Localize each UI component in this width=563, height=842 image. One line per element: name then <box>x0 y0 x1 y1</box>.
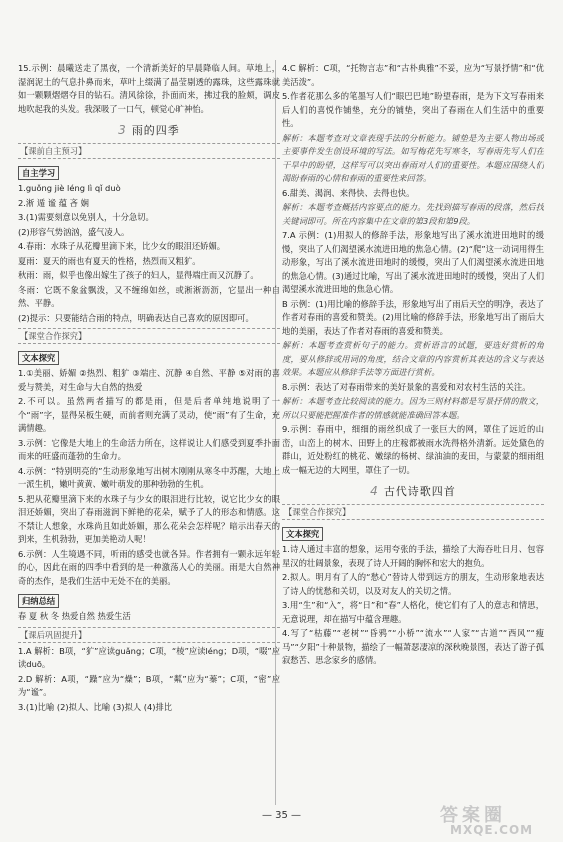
analysis-r8: 解析：本题考查比较阅读的能力。因为三则材料都是写景抒情的散文，所以只要能把握准作者的情感就能准确回答本题。 <box>282 396 544 420</box>
text-answer-5: 5.把从花瓣里滴下来的水珠子与少女的眼泪进行比较，说它比少女的眼泪还娇媚，突出了春雨滋润下鲜艳的花朵，赋予了人的形态和情感。这不禁让人想象，水珠尚且如此娇媚，那么花朵会怎样呢？暗示出春天的到来，生机勃勃，更加美艳动人呢！ <box>18 493 280 544</box>
answer-r4: 4.C 解析：C项，“托物言志”和“古朴典雅”不妥，应为“写景抒情”和“优美活泼”。 <box>282 63 544 87</box>
text-answer-2: 2.不可以。虽然两者描写的都是雨，但是后者单纯地说明了一个“雨”字，显得呆板生硬，而前者则充满了灵动，使“雨”有了生命，充满情趣。 <box>18 396 280 433</box>
analysis-r5: 解析：本题考查对文章表现手法的分析能力。铺垫是为主要人物出场或主要事件发生创设环境的写法。如写梅花先写寒冬，写春雨先写人们在干旱中的盼望，这样写可以突出春雨对人们的重要性。本题应围绕人们渴盼春雨的心情和春雨的重要性来回答。 <box>282 132 544 183</box>
text-answer-4: 4.示例：“特别明亮的”生动形象地写出树木刚刚从寒冬中苏醒，大地上一派生机，嫩叶黄黄、嫩叶萌发的那种勃勃的生机。 <box>18 465 280 489</box>
poem-answer-1: 1.诗人通过丰富的想象，运用夸张的手法，描绘了大海吞吐日月、包容星汉的壮阔景象，表现了诗人开阔的胸怀和宏大的抱负。 <box>282 544 544 568</box>
lesson-number: 3 <box>118 123 126 137</box>
answer-15: 15.示例：晨曦送走了黑夜，一个清新美好的早晨降临人间。草地上，湿润泥土的气息扑鼻而来，草叶上缀满了晶莹剔透的露珠，这些露珠就如一颗颗熠熠夺目的钻石。清风徐徐，扑面而来，拂过我的脸颊，调皮地吹起我的头发。我深吸了一口气，顿觉心旷神怡。 <box>18 63 280 114</box>
pinyin-answers: 1.guǒng jiè léng lì qǐ duò <box>18 183 121 193</box>
text-answer-1: 1.①美丽、娇媚 ②热烈、粗犷 ③端庄、沉静 ④自然、平静 ⑤对雨的喜爱与赞美，对生命与大自然的热爱 <box>18 368 280 392</box>
answer-4-winter: 冬雨：它既不象盆飘泼，又不缠绵如丝，或淅淅沥沥，它显出一种自然、平静。 <box>18 284 280 308</box>
answer-r9: 9.示例：春雨中，细细的雨丝织成了一张巨大的网，罩住了远近的山峦，山峦上的树木、田野上的庄稼都被雨水洗得格外清新。远处黛色的群山，近处粉红的桃花、嫩绿的杨树、绿油油的麦田，与蒙蒙的细雨组成一幅无边的大网里，罩住了一切。 <box>282 424 544 475</box>
lesson-4-heading <box>282 483 544 499</box>
section-bar-class-right: 【课堂合作探究】 <box>282 504 544 520</box>
answer-4-summer: 夏雨：夏天的雨也有夏天的性格，热烈而又粗犷。 <box>18 255 201 266</box>
subsection-self-study: 自主学习 <box>18 166 59 180</box>
watermark-text: 答案圈 <box>440 805 506 826</box>
answer-r7b: B 示例：(1)用比喻的修辞手法，形象地写出了雨后天空的明净，表达了作者对春雨的喜爱和赞美。(2)用比喻的修辞手法，形象地写出了雨后大地的美丽，表达了作者对春雨的喜爱和赞美。 <box>282 298 544 336</box>
poem-answer-3: 3.用“生”和“入”，将“日”和“春”人格化，使它们有了人的意志和情思，无意说理，却在描写中蕴含理趣。 <box>282 600 544 624</box>
subsection-summary: 归纳总结 <box>18 594 59 608</box>
subsection-text-study: 文本探究 <box>18 351 59 365</box>
subsection-text-study-right: 文本探究 <box>282 527 323 541</box>
lesson-title: 雨的四季 <box>131 124 180 137</box>
section-bar-preview: 【课前自主预习】 <box>18 143 280 159</box>
after-answer-3: 3.(1)比喻 (2)拟人、比喻 (3)拟人 (4)排比 <box>18 701 173 712</box>
watermark-url: MXQE.COM <box>450 823 534 837</box>
answer-4-autumn: 秋雨：雨，似乎也像出嫁生了孩子的妇人，显得端庄而又沉静了。 <box>18 270 259 280</box>
right-column <box>282 62 544 807</box>
answer-4-spring: 4.春雨：水珠子从花瓣里滴下来，比少女的眼泪还娇媚。 <box>18 241 226 251</box>
left-column <box>18 62 280 807</box>
watermark-logo <box>430 805 555 837</box>
answer-r8: 8.示例：表达了对春雨带来的美好景象的喜爱和对农村生活的关注。 <box>282 381 531 392</box>
text-answer-3: 3.示例：它像是大地上的生命活力所在，这样说让人们感受到夏季扑面而来的旺盛而蓬勃的生命力。 <box>18 437 280 461</box>
summary-line: 春 夏 秋 冬 热爱自然 热爱生活 <box>18 611 131 621</box>
after-answer-2: 2.D 解析：A项，“躁”应为“燥”；B项，“粼”应为“蓁”；C项，“密”应为“谧”。 <box>18 673 280 697</box>
lesson-3-heading <box>18 122 280 138</box>
answer-r6: 6.甜美、渴润、来得快、去得也快。 <box>282 187 415 198</box>
after-answer-1: 1.A 解析：B项，“犷”应读guǎng；C项，“棱”应读léng；D项，“啜”应读duō。 <box>18 645 280 669</box>
section-bar-class: 【课堂合作探究】 <box>18 328 280 344</box>
character-answers: 2.淅 遁 谧 蕴 吝 娴 <box>18 197 89 208</box>
answer-4-hint: (2)提示：只要能结合雨的特点，明确表达自己喜欢的原因即可。 <box>18 312 254 323</box>
answer-3-2: (2)形容气势汹汹，盛气凌人。 <box>18 226 130 237</box>
answer-r5: 5.作者花那么多的笔墨写人们“眼巴巴地”盼望春雨，是为下文写春雨来后人们的喜悦作铺垫，充分的铺垫，突出了春雨在人们生活中的重要性。 <box>282 91 544 128</box>
section-bar-after: 【课后巩固提升】 <box>18 627 280 643</box>
poem-answer-2: 2.拟人。明月有了人的“愁心”替诗人带到远方的朋友，生动形象地表达了诗人的忧愁和关切，以及对友人的关切之情。 <box>282 572 544 596</box>
answer-r7a: 7.A 示例：(1)用拟人的修辞手法，形象地写出了溪水流进田地时的缓慢，突出了人们渴望溪水流进田地的焦急心情。(2)“爬”这一动词用得生动形象，写出了溪水流进田地时的缓慢，突出了人们渴望溪水流进田地的焦急心情。(3)通过比喻，写出了溪水流进田地时的缓慢，突出了人们渴望溪水流进田地的焦急心情。 <box>282 230 544 294</box>
poem-answer-4: 4.写了“枯藤”“老树”“昏鸦”“小桥”“流水”“人家”“古道”“西风”“瘦马”“夕阳”十种景物，描绘了一幅萧瑟凄凉的深秋晚景图，表达了游子孤寂愁苦、思念家乡的感情。 <box>282 628 544 665</box>
text-answer-6: 6.示例：人生境遇不同，听雨的感受也就各异。作者拥有一颗永远年轻的心，因此在雨的四季中看到的是一种激荡人心的美丽。雨是大自然神奇的杰作，是我们生活中无处不在的美丽。 <box>18 548 280 586</box>
lesson-number: 4 <box>370 484 378 498</box>
page-number: — 35 — <box>261 810 302 821</box>
analysis-r7: 解析：本题考查赏析句子的能力。赏析语言的试题，要选好赏析的角度，要从修辞或用词的角度，结合文章的内容赏析其表达的含义与表达效果。本题应从修辞手法等方面进行赏析。 <box>282 340 544 377</box>
answer-3-1: 3.(1)需要刻意以免别人，十分急切。 <box>18 212 154 222</box>
lesson-title: 古代诗歌四首 <box>383 485 456 498</box>
analysis-r6: 解析：本题考查概括内容要点的能力。先找到描写春雨的段落，然后找关键词即可。所在内容集中在文章的第3段和第9段。 <box>282 202 544 226</box>
